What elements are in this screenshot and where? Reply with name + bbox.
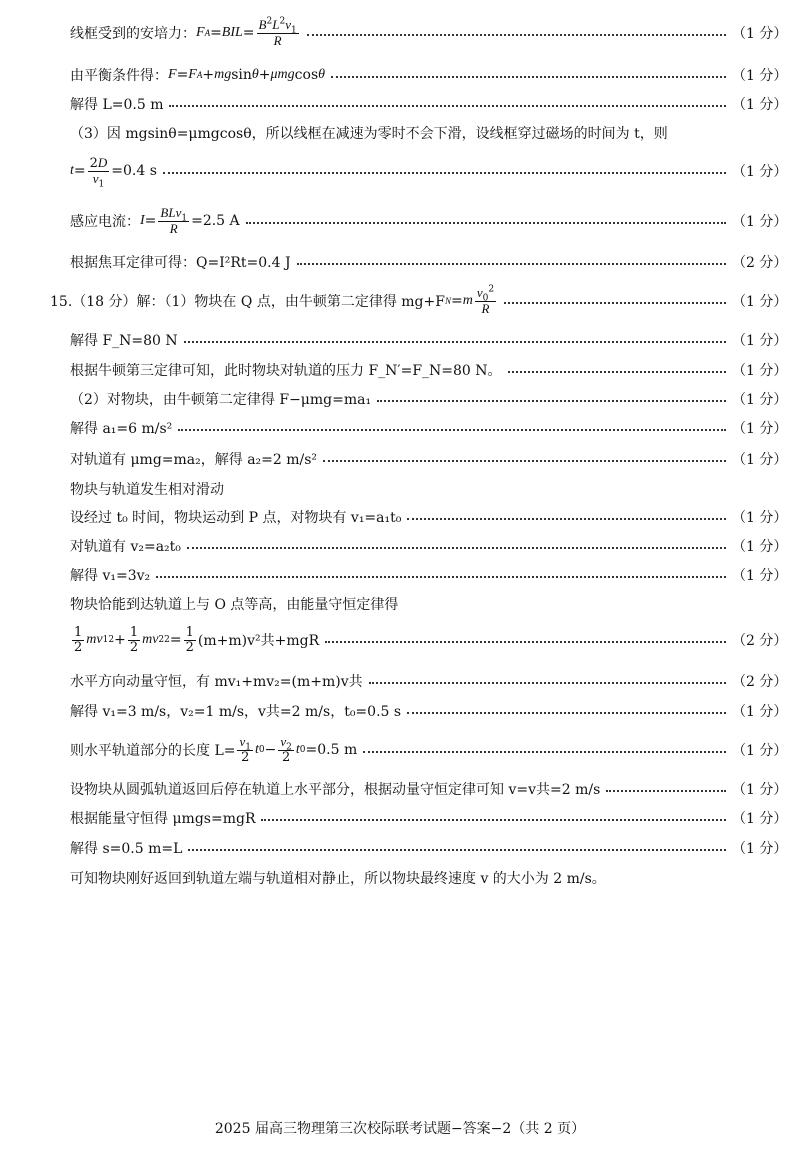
answer-text: 根据能量守恒得 μmgs=mgR (70, 811, 256, 827)
dot-leader (156, 576, 726, 578)
answer-line (70, 698, 788, 724)
dot-leader (163, 172, 726, 174)
answer-line (70, 668, 788, 694)
score-label: （2 分） (732, 674, 788, 690)
score-label: （1 分） (732, 164, 788, 180)
score-label: （1 分） (732, 704, 788, 720)
answer-line (70, 446, 788, 472)
score-label: （1 分） (732, 68, 788, 84)
dot-leader (188, 849, 726, 851)
score-label: （1 分） (732, 782, 788, 798)
score-label: （2 分） (732, 255, 788, 271)
answer-text: 解得 a₁=6 m/s² (70, 421, 173, 437)
answer-line (70, 249, 788, 275)
answer-line (70, 776, 788, 802)
answer-text: 物块与轨道发生相对滑动 (70, 482, 224, 498)
answer-text: （2）对物块，由牛顿第二定律得 F−μmg=ma₁ (70, 392, 372, 408)
dot-leader (246, 222, 726, 224)
score-label: （2 分） (732, 633, 788, 649)
dot-leader (407, 712, 726, 714)
answer-line (70, 357, 788, 383)
answer-line: 感应电流： I = $\frac{BLv_1}{R}$ =2.5 A （1 分） (70, 204, 788, 236)
dot-leader (184, 341, 726, 343)
dot-leader (508, 371, 726, 373)
dot-leader (331, 76, 726, 78)
answer-line (70, 415, 788, 441)
answer-line (70, 327, 788, 353)
dot-leader (297, 263, 726, 265)
answer-text: 解得 v₁=3v₂ (70, 568, 151, 584)
answer-text: 水平方向动量守恒，有 mv₁+mv₂=(m+m)v共 (70, 674, 363, 690)
answer-line (70, 562, 788, 588)
dot-leader (407, 518, 726, 520)
answer-line (70, 591, 782, 617)
score-label: （1 分） (732, 214, 788, 230)
dot-leader (377, 400, 726, 402)
answer-text: 物块恰能到达轨道上与 O 点等高，由能量守恒定律得 (70, 597, 399, 613)
answer-line (70, 91, 788, 117)
answer-line (70, 533, 788, 559)
score-label: （1 分） (732, 811, 788, 827)
score-label: （1 分） (732, 568, 788, 584)
score-label: （1 分） (732, 97, 788, 113)
dot-leader (504, 302, 726, 304)
answer-text: 对轨道有 μmg=ma₂，解得 a₂=2 m/s² (70, 452, 318, 468)
answer-line (70, 120, 782, 146)
score-label: （1 分） (732, 452, 788, 468)
score-label: （1 分） (732, 333, 788, 349)
dot-leader (325, 641, 726, 643)
answer-text: 对轨道有 v₂=a₂t₀ (70, 539, 181, 555)
dot-leader (178, 429, 726, 431)
dot-leader (363, 751, 726, 753)
score-label: （1 分） (732, 363, 788, 379)
page-footer: 2025 届高三物理第三次校际联考试题−答案−2（共 2 页） (214, 1121, 586, 1137)
dot-leader (261, 819, 726, 821)
dot-leader (169, 105, 726, 107)
answer-text: （3）因 mgsinθ=μmgcosθ，所以线框在减速为零时不会下滑，设线框穿过磁场的时间为 t，则 (70, 126, 668, 142)
answer-text: 解得 F_N=80 N (70, 333, 178, 349)
dot-leader (187, 547, 726, 549)
score-label: （1 分） (732, 392, 788, 408)
score-label: （1 分） (732, 421, 788, 437)
answer-line: 15.（18 分）解：（1）物块在 Q 点，由牛顿第二定律得 mg+F N = m $\frac{v_0^2}{R}$ （1 分） (50, 284, 788, 316)
answer-line: 则水平轨道部分的长度 L= $\frac{v_1}{2}$ t 0 − $\frac{v_2}{2}$ t 0 =0.5 m （1 分） (70, 734, 788, 765)
answer-text: 可知物块刚好返回到轨道左端与轨道相对静止，所以物块最终速度 v 的大小为 2 m/s。 (70, 871, 606, 887)
answer-line: 线框受到的安培力： F A = BIL = $\frac{B^2L^2v_1}{R}$ （1 分） (70, 16, 788, 48)
answer-text: 解得 L=0.5 m (70, 97, 164, 113)
dot-leader (606, 790, 726, 792)
answer-text: 根据焦耳定律可得：Q=I²Rt=0.4 J (70, 255, 291, 271)
score-label: （1 分） (732, 539, 788, 555)
answer-text: 解得 v₁=3 m/s，v₂=1 m/s，v共=2 m/s，t₀=0.5 s (70, 704, 402, 720)
answer-line (70, 504, 788, 530)
dot-leader (369, 682, 726, 684)
answer-line (70, 386, 788, 412)
answer-text: 解得 s=0.5 m=L (70, 841, 183, 857)
answer-text: 根据牛顿第三定律可知，此时物块对轨道的压力 F_N′=F_N=80 N。 (70, 363, 502, 379)
score-label: （1 分） (732, 841, 788, 857)
answer-text: 设经过 t₀ 时间，物块运动到 P 点，对物块有 v₁=a₁t₀ (70, 510, 402, 526)
answer-text: 设物块从圆弧轨道返回后停在轨道上水平部分，根据动量守恒定律可知 v=v共=2 m/s (70, 782, 601, 798)
score-label: （1 分） (732, 294, 788, 310)
score-label: （1 分） (732, 510, 788, 526)
answer-line (70, 805, 788, 831)
dot-leader (323, 460, 726, 462)
answer-line: 由平衡条件得： F = F A + mg sin θ + μmg cos θ （1 分） (70, 67, 788, 84)
answer-line (70, 476, 782, 502)
dot-leader (307, 34, 726, 36)
answer-line (70, 835, 788, 861)
score-label: （1 分） (732, 26, 788, 42)
answer-line (70, 865, 782, 891)
answer-line: $\frac{1}{2}$ mv 1 2 + $\frac{1}{2}$ mv 2 2 = $\frac{1}{2}$ (m+m)v²共+mgR （2 分） (74, 624, 788, 655)
score-label: （1 分） (732, 743, 788, 759)
answer-line: t = $\frac{2D}{v_1}$ =0.4 s （1 分） (70, 154, 788, 190)
